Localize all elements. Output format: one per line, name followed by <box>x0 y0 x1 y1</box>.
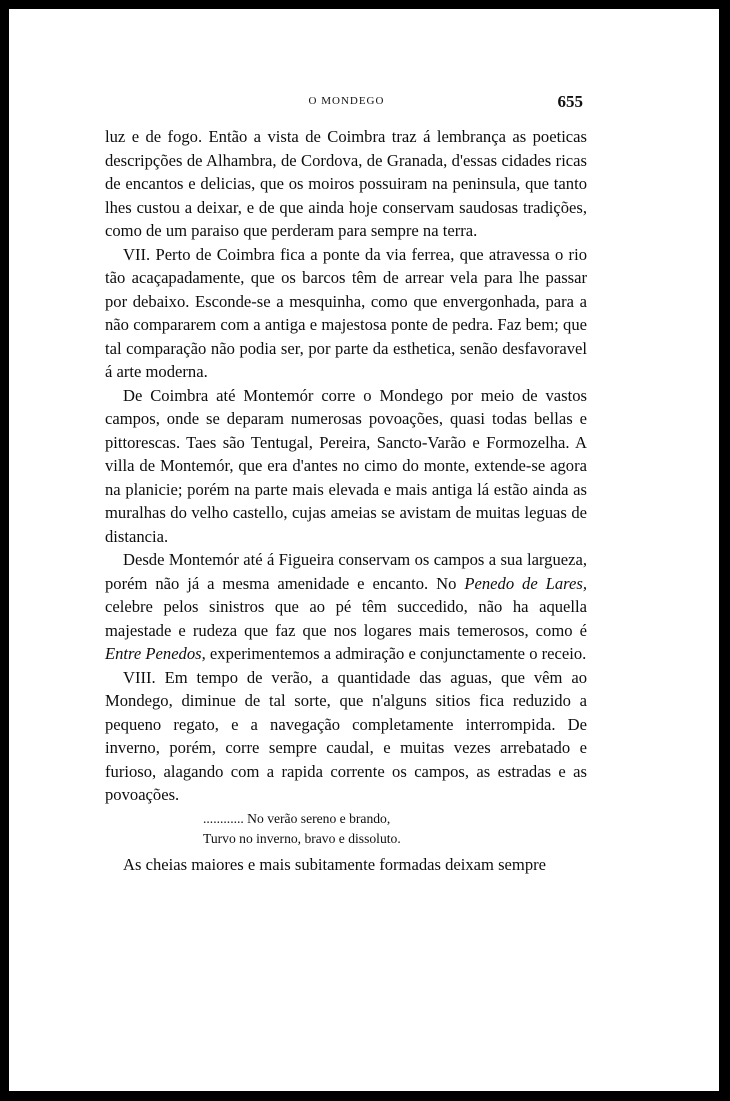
verse-line-2: Turvo no inverno, bravo e dissoluto. <box>203 830 401 846</box>
verse-quote <box>105 809 587 849</box>
body-text <box>105 125 587 876</box>
page-sheet <box>9 9 719 1091</box>
running-title: O MONDEGO <box>308 95 385 107</box>
paragraph-4-italic-entre: Entre Penedos, <box>105 644 206 663</box>
paragraph-4-text-b: celebre pelos sinistros que ao pé têm succedido, não ha aquella majestade e rudeza que faz que nos logares mais temerosos, como é <box>105 597 587 640</box>
paragraph-4-text-c: experimentemos a admiração e conjunctamente o receio. <box>205 644 587 663</box>
paragraph-2: VII. Perto de Coimbra fica a ponte da via ferrea, que atravessa o rio tão acaçapadamente, que os barcos têm de arrear vela para lhe passar por debaixo. Esconde-se a mesquinha, como que envergonhada, para a não compararem com a antiga e majestosa ponte de pedra. Faz bem; que tal comparação não podia ser, por parte da esthetica, senão desfavoravel á arte moderna. <box>105 244 587 381</box>
paragraph-5: VIII. Em tempo de verão, a quantidade das aguas, que vêm ao Mondego, diminue de tal sorte, que n'alguns sitios fica reduzido a pequeno regato, e a navegação completamente interrompida. De inverno, porém, corre sempre caudal, e muitas vezes arrebatado e furioso, alagando com a rapida corrente os campos, as estradas e as povoações. <box>105 667 587 804</box>
page-number: 655 <box>557 92 583 111</box>
verse-line-1: ............ No verão sereno e brando, <box>203 810 391 826</box>
paragraph-4 <box>105 548 587 666</box>
paragraph-4-text-a: Desde Montemór até á Figueira conservam os campos a sua largueza, porém não já a mesma amenidade e encanto. No <box>105 550 587 593</box>
paragraph-4-italic-penedo: Penedo de Lares, <box>464 573 587 593</box>
page-header <box>104 92 589 114</box>
final-line: As cheias maiores e mais subitamente formadas deixam sempre <box>123 854 547 874</box>
paragraph-1: luz e de fogo. Então a vista de Coimbra traz á lembrança as poeticas descripções de Alhambra, de Cordova, de Granada, d'essas cidades ricas de encantos e delicias, que os moiros possuiram na peninsula, que tanto lhes custou a deixar, e de que ainda hoje conservam saudosas tradições, como de um paraiso que perderam para sempre na terra. <box>105 127 587 240</box>
paragraph-3: De Coimbra até Montemór corre o Mondego por meio de vastos campos, onde se deparam numerosas povoações, quasi todas bellas e pittorescas. Taes são Tentugal, Pereira, Sancto-Varão e Formozelha. A villa de Montemór, que era d'antes no cimo do monte, extende-se agora na planicie; porém na parte mais elevada e mais antiga lá estão ainda as muralhas do velho castello, cujas ameias se avistam de muitas leguas de distancia. <box>105 385 587 546</box>
